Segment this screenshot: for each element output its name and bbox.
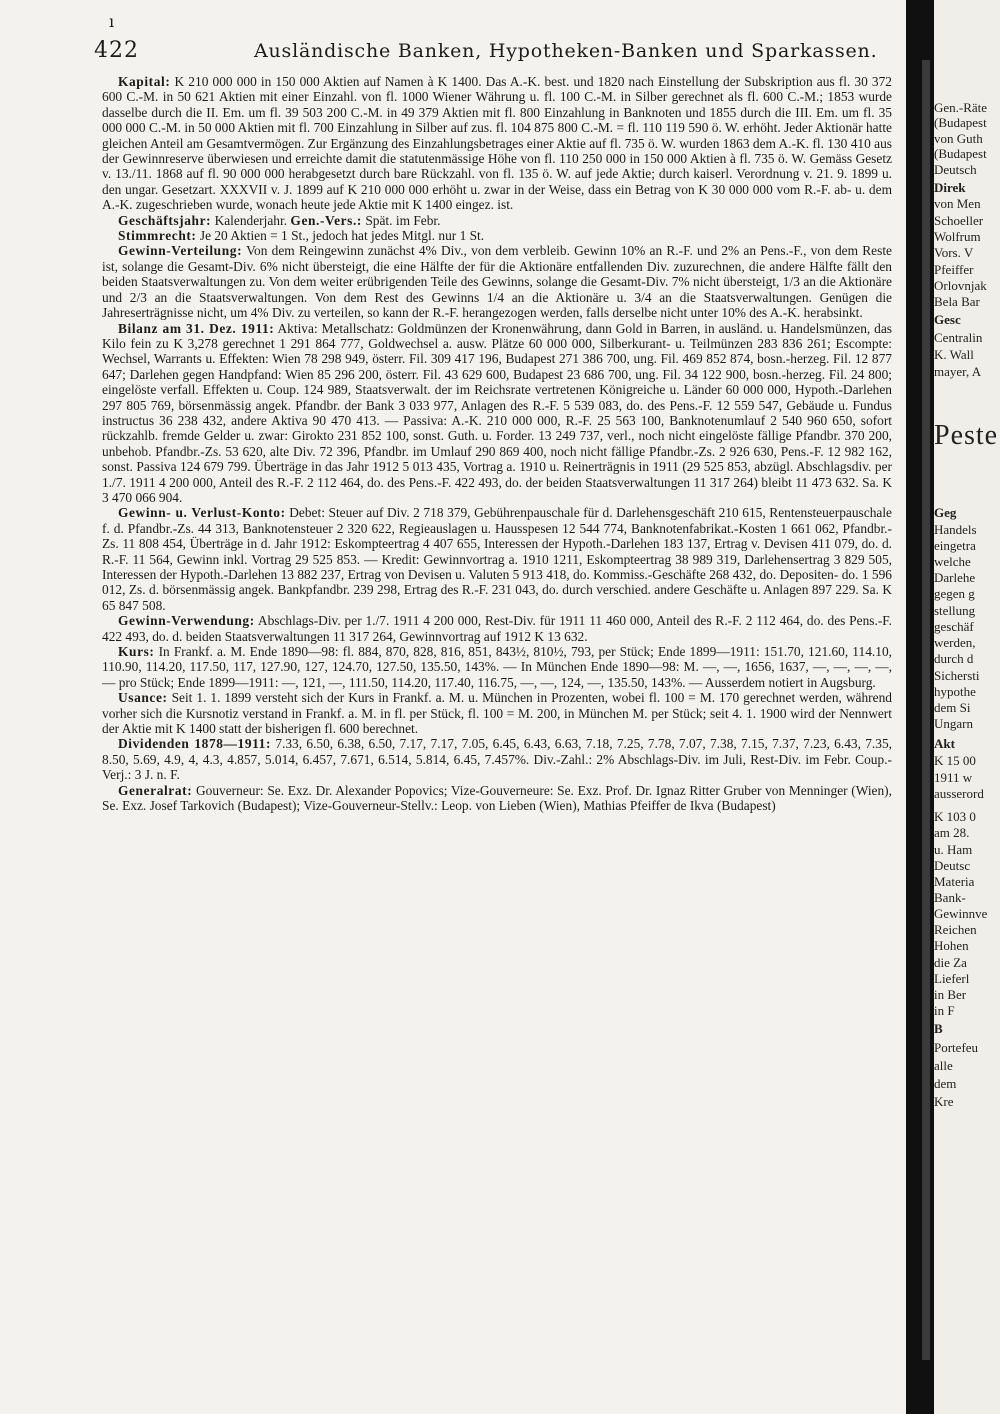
adjacent-page-fragment: hypothe xyxy=(934,684,976,699)
running-title: Ausländische Banken, Hypotheken-Banken und Sparkassen. xyxy=(254,40,878,62)
page-number: 422 xyxy=(94,38,139,63)
adjacent-page-fragment: eingetra xyxy=(934,538,976,553)
section-gewinn-verlust-konto xyxy=(102,505,892,613)
section-label: Bilanz am 31. Dez. 1911: xyxy=(118,320,275,336)
adjacent-page-fragment: mayer, A xyxy=(934,364,982,379)
adjacent-page-fragment: K. Wall xyxy=(934,347,974,362)
adjacent-page-fragment: Deutsc xyxy=(934,858,971,873)
main-column xyxy=(86,0,906,1414)
gutter-highlight xyxy=(922,60,930,1360)
adjacent-page-fragment: von Guth xyxy=(934,131,983,146)
section-gewinn-verwendung xyxy=(102,613,892,644)
adjacent-page-fragment: in Ber xyxy=(934,987,967,1002)
section-geschaeftsjahr xyxy=(102,213,892,228)
adjacent-page-fragment: werden, xyxy=(934,635,976,650)
adjacent-page-fragment: Gewinnve xyxy=(934,906,988,921)
adjacent-page-fragment: Hohen xyxy=(934,938,969,953)
section-gewinn-verteilung xyxy=(102,243,892,320)
adjacent-page-fragment: Ungarn xyxy=(934,716,973,731)
adjacent-page-fragment: Direk xyxy=(934,180,966,195)
section-kurs xyxy=(102,644,892,690)
adjacent-page-fragment: Materia xyxy=(934,874,975,889)
section-text: Seit 1. 1. 1899 versteht sich der Kurs in Frankf. a. M. u. München in Prozenten, wobei fl. 100 = M. 170 gerechnet werden, während vorher sich die Kursnotiz verstand in Frankf. a. M. in fl. per Stück, fl. 100 = M. 200, in München M. per Stück; seit 4. 1. 1900 wird der Nennwert der Aktie mit K 1400 statt der bisherigen fl. 600 berechnet. xyxy=(102,690,892,737)
section-label: Dividenden 1878—1911: xyxy=(118,736,272,752)
adjacent-page-fragment: ausserord xyxy=(934,786,984,801)
section-stimmrecht xyxy=(102,228,892,243)
adjacent-page-fragment: Portefeu xyxy=(934,1040,979,1055)
section-label: Generalrat: xyxy=(118,782,193,798)
adjacent-page-fragment: Handels xyxy=(934,522,977,537)
adjacent-page-fragment: (Budapest xyxy=(934,115,987,130)
adjacent-page-fragment: Wolfrum xyxy=(934,229,981,244)
adjacent-page-fragment: Peste xyxy=(934,420,999,451)
section-label: Gewinn-Verteilung: xyxy=(118,243,243,259)
section-bilanz xyxy=(102,321,892,506)
page-mark: ı xyxy=(109,12,115,31)
section-text: Debet: Steuer auf Div. 2 718 379, Gebührenpauschale für d. Darlehensgeschäft 210 615, Rentensteuerpauschale f. d. Pfandbr.-Zs. 44 313, Banknotensteuer 2 320 622, Regieauslagen u. Hausspesen 12 544 774, Banknotenfabrikat.-Kosten 1 661 062, Pfandbr.-Zs. 11 808 454, Überträge in d. Jahr 1912: Eskompteertrag 4 407 655, Interessen der Hypoth.-Darlehen 183 137, Ertrag v. Devisen 411 079, do. d. R.-F. 11 564, Gewinn inkl. Vortrag 29 525 853. — Kredit: Gewinnvortrag a. 1910 1211, Eskompteertrag 38 989 319, Darlehensertrag 3 829 505, Interessen der Hypoth.-Darlehen 13 882 237, Ertrag von Devisen u. Valuten 5 913 418, do. Kommiss.-Geschäfte 268 432, do. Depositen- do. 1 596 012, Zs. d. börsenmässig angek. Bankpfandbr. 239 298, Ertrag des R.-F. 231 043, do. durch verschied. andere Geschäfte u. Anlagen 897 229. Sa. K 65 847 508. xyxy=(102,505,892,613)
adjacent-page-fragment: Lieferl xyxy=(934,971,970,986)
section-text: In Frankf. a. M. Ende 1890—98: fl. 884, 870, 828, 816, 851, 843½, 810½, 793, per Stück; Ende 1899—1911: 151.70, 121.60, 114.10, 110.90, 114.20, 117.50, 117, 127.90, 127, 124.70, 127.50, 135.50, 143%. — In München Ende 1890—98: M. —, —, 1656, 1637, —, —, —, —, — pro Stück; Ende 1899—1911: —, 121, —, 111.50, 114.20, 117.40, 116.75, —, —, 124, —, 135.50, 143%. — Ausserdem notiert in Augsburg. xyxy=(102,644,892,690)
section-label: Gewinn- u. Verlust-Konto: xyxy=(118,505,286,521)
adjacent-page-fragment: (Budapest xyxy=(934,146,987,161)
section-generalrat xyxy=(102,783,892,814)
section-label-gen-vers: Gen.-Vers.: xyxy=(290,212,362,228)
section-text: Aktiva: Metallschatz: Goldmünzen der Kronenwährung, dann Gold in Barren, in ausländ. u. Handelsmünzen, das Kilo fein zu K 3,278 gerechnet 1 291 864 777, Goldwechsel a. ausw. Plätze 60 000 000, Silberkurant- u. Teilmünzen 283 836 261; Escompte: Wechsel, Warrants u. Effekten: Wien 78 298 949, österr. Fil. 309 417 196, Budapest 271 386 700, ung. Fil. 469 852 874, bosn.-herzeg. Fil. 12 877 647; Darlehen gegen Handpfand: Wien 85 296 200, österr. Fil. 43 629 600, Budapest 23 686 700, ung. Fil. 34 122 900, bosn.-herzeg. Fil. 24 800; eingelöste verfall. Effekten u. Coup. 124 989, Staatsverwalt. der im Reichsrate vertretenen Königreiche u. Länder 60 000 000, Hypoth.-Darlehen 297 805 769, börsenmässig angek. Pfandbr. der Bank 3 033 977, Anlagen des R.-F. 5 539 083, do. des Pens.-F. 12 559 547, Gebäude u. Fundus instructus 36 238 432, andere Aktiva 90 470 413. — Passiva: A.-K. 210 000 000, R.-F. 25 563 100, Banknotenumlauf 2 540 960 650, sofort rückzahlb. fremde Gelder u. zwar: Girokto 231 852 100, sonst. Guth. u. Forder. 13 249 737, verl., noch nicht eingelöste fällige Pfandbr. 370 200, unbehob. Pfandbr.-Zs. 53 620, alte Div. 72 396, Pfandbr. im Umlauf 290 869 400, noch nicht fällige Pfandbr.-Zs. 2 926 630, Pens.-F. 12 982 162, sonst. Passiva 124 679 799. Überträge in das Jahr 1912 5 013 435, Vortrag a. 1910 u. Reinerträgnis in 1911 (29 525 853, abzügl. Abschlagsdiv. per 1./7. 1911 4 200 000, Anteil des R.-F. 2 112 464, do. des Pens.-F. 422 493, do. der beiden Staatsverwaltungen 11 317 264) bleibt 11 473 632. Sa. K 3 470 066 904. xyxy=(102,320,892,505)
section-label: Geschäftsjahr: xyxy=(118,212,212,228)
section-text-gen-vers: Spät. im Febr. xyxy=(365,212,441,228)
section-label: Kurs: xyxy=(118,644,155,660)
section-label: Gewinn-Verwendung: xyxy=(118,613,255,629)
adjacent-page-fragment: dem Si xyxy=(934,700,971,715)
section-label: Kapital: xyxy=(118,74,171,89)
adjacent-page-fragment: Deutsch xyxy=(934,162,977,177)
adjacent-page-fragment: K 15 00 xyxy=(934,753,976,768)
adjacent-page-fragment: gegen g xyxy=(934,586,975,601)
section-text: Von dem Reingewinn zunächst 4% Div., von dem verbleib. Gewinn 10% an R.-F. und 2% an Pens.-F., von dem Reste ist, solange die Gesamt-Div. 6% nicht übersteigt, die eine Hälfte der für die Aktionäre entfallenden Div. zuzurechnen, die andere Hälfte fällt den beiden Staatsverwaltungen zu. Von dem weiter erübrigenden Teile des Gewinns, solange die Gesamt-Div. 7% nicht übersteigt, 1/3 an die Aktionäre und 2/3 an die Staatsverwaltungen. Von dem Rest des Gewinns 1/4 an die Aktionäre u. 3/4 an die Staatsverwaltungen. Genügen die Jahreserträgnisse nicht, um 4% Div. zu verteilen, so kann der R.-F. herangezogen werden, falls derselbe nicht unter 10% des A.-K. herabsinkt. xyxy=(102,243,892,321)
section-text: Gouverneur: Se. Exz. Dr. Alexander Popovics; Vize-Gouverneure: Se. Exz. Prof. Dr. Ignaz Ritter Gruber von Menninger (Wien), Se. Exz. Josef Tarkovich (Budapest); Vize-Gouverneur-Stellv.: Leop. von Lieben (Wien), Mathias Pfeiffer de Ikva (Budapest) xyxy=(102,782,892,814)
adjacent-page-fragment: Darlehe xyxy=(934,570,976,585)
adjacent-page-fragment: Akt xyxy=(934,736,955,751)
adjacent-page-fragment: durch d xyxy=(934,651,974,666)
adjacent-page-fragment: Orlovnjak xyxy=(934,278,987,293)
section-text: Je 20 Aktien = 1 St., jedoch hat jedes Mitgl. nur 1 St. xyxy=(199,228,485,244)
section-kapital xyxy=(102,74,892,213)
adjacent-page-fragment: 1911 w xyxy=(934,770,973,785)
adjacent-page-fragment: stellung xyxy=(934,603,976,618)
adjacent-page-fragment: u. Ham xyxy=(934,842,973,857)
adjacent-page-fragment: die Za xyxy=(934,955,967,970)
adjacent-page-fragment: Kre xyxy=(934,1094,954,1109)
adjacent-page-fragment: am 28. xyxy=(934,825,970,840)
section-label: Usance: xyxy=(118,690,168,706)
adjacent-page-fragment: alle xyxy=(934,1058,953,1073)
section-text: Abschlags-Div. per 1./7. 1911 4 200 000, Rest-Div. für 1911 11 460 000, Anteil des R.-F. 2 112 464, do. des Pens.-F. 422 493, do. d. beiden Staatsverwaltungen 11 317 264, Gewinnvortrag auf 1912 K 13 632. xyxy=(102,613,893,644)
adjacent-page-fragment: Centralin xyxy=(934,330,983,345)
adjacent-page-fragment: Schoeller xyxy=(934,213,984,228)
adjacent-page-column xyxy=(934,0,1000,1414)
adjacent-page-fragment: in F xyxy=(934,1003,955,1018)
adjacent-page-fragment: Sichersti xyxy=(934,668,980,683)
section-text: 7.33, 6.50, 6.38, 6.50, 7.17, 7.17, 7.05, 6.45, 6.43, 6.63, 7.18, 7.25, 7.78, 7.07, 7.38, 7.15, 7.37, 7.23, 6.43, 7.35, 8.50, 5.69, 4.9, 4, 4.3, 4.857, 5.014, 6.457, 7.671, 6.514, 5.814, 6.45, 7.457%. Div.-Zahl.: 2% Abschlags-Div. im Juli, Rest-Div. im Febr. Coup.-Verj.: 3 J. n. F. xyxy=(102,736,893,783)
adjacent-page-fragment: Gesc xyxy=(934,312,961,327)
adjacent-page-fragment: Vors. V xyxy=(934,245,974,260)
article-body xyxy=(102,74,892,814)
adjacent-page-fragment: geschäf xyxy=(934,619,974,634)
adjacent-page-fragment: K 103 0 xyxy=(934,809,976,824)
adjacent-page-fragment: dem xyxy=(934,1076,957,1091)
adjacent-page-fragment: welche xyxy=(934,554,971,569)
adjacent-page-fragment: B xyxy=(934,1021,943,1036)
adjacent-page-fragment: Geg xyxy=(934,505,957,520)
section-text: K 210 000 000 in 150 000 Aktien auf Namen à K 1400. Das A.-K. best. und 1820 nach Einstellung der Subskription aus fl. 30 372 600 C.-M. in 50 621 Aktien mit einer Einzahl. von fl. 1000 Wiener Währung u. fl. 100 C.-M. in Silber gerechnet als fl. 600 C.-M.; 1853 wurde dasselbe durch die II. Em. um fl. 39 503 200 C.-M. in 49 379 Aktien mit fl. 800 Einzahlung in Banknoten und 1855 durch die III. Em. um fl. 35 000 000 C.-M. in 50 000 Aktien mit fl. 700 Einzahlung in Silber auf zus. fl. 104 875 800 C.-M. = fl. 110 119 590 ö. W. erhöht. Jeder Aktionär hatte gleichen Anteil am Gesamtvermögen. Zur Ergänzung des Einzahlungsbetrages einer Aktie auf fl. 735 ö. W. wurden 1863 dem A.-K. fl. 130 410 aus der Gewinnreserve überwiesen und erreichte damit die statutenmässige Höhe von fl. 110 250 000 in 150 000 Aktien à fl. 735 ö. W. Gemäss Gesetz v. 13./11. 1868 auf fl. 90 000 000 herabgesetzt durch bare Rückzahl. von fl. 135 ö. W. auf jede Aktie; durch kaiserl. Verordnung v. 21. 9. 1899 u. den ungar. Gesetzart. XXXVII v. J. 1899 auf K 210 000 000 erhöht u. zwar in der Weise, dass ein Betrag von K 30 000 000 vom R.-F. ab- u. dem A.-K. zugeschrieben wurde, wonach heute jede Aktie mit K 1400 eingez. ist. xyxy=(102,74,892,213)
section-text: Kalenderjahr. xyxy=(214,212,288,228)
adjacent-page-fragment: Pfeiffer xyxy=(934,262,974,277)
adjacent-page-fragment: Reichen xyxy=(934,922,977,937)
section-usance xyxy=(102,690,892,736)
section-label: Stimmrecht: xyxy=(118,228,197,244)
adjacent-page-fragment: von Men xyxy=(934,196,981,211)
adjacent-page-fragment: Gen.-Räte xyxy=(934,100,988,115)
adjacent-page-fragment: Bank- xyxy=(934,890,966,905)
adjacent-page-fragment: Bela Bar xyxy=(934,294,980,309)
section-dividenden xyxy=(102,736,892,782)
page-header xyxy=(94,12,894,68)
